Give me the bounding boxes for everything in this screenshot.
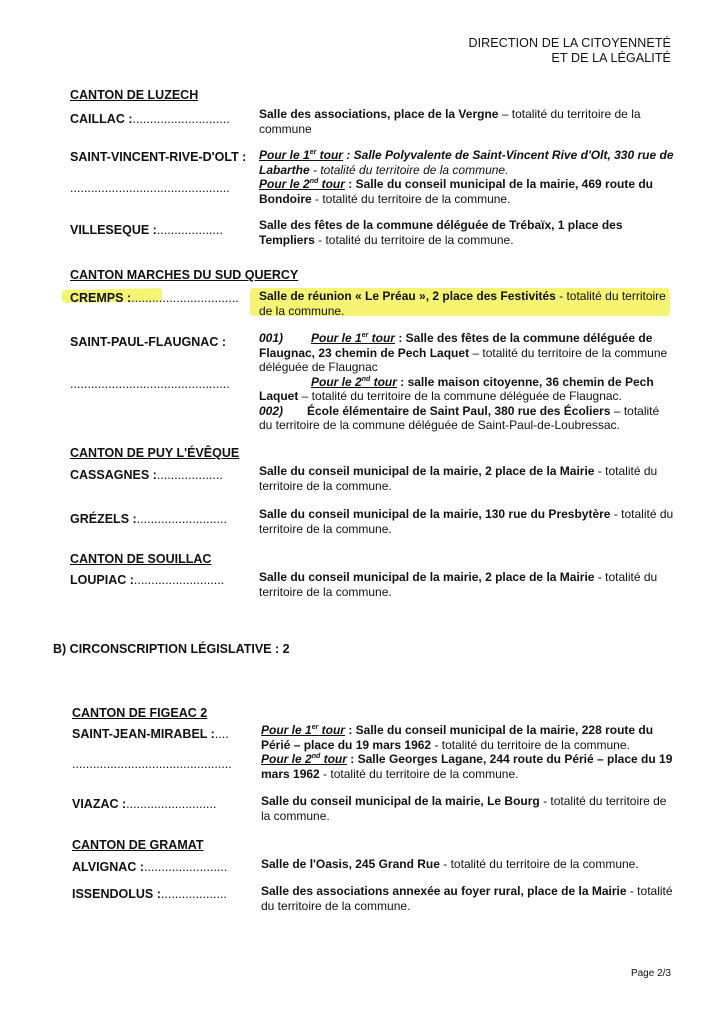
scope-text: - totalité du territoire de la commune. <box>309 162 509 177</box>
tour-label: Pour le 2nd tour <box>311 374 397 389</box>
page-number: Page 2/3 <box>630 968 671 979</box>
leader-dots: ................... <box>156 223 223 237</box>
scope-text: - totalité du territoire de la commune. <box>259 570 658 599</box>
desc-saint-jean-mirabel <box>261 723 676 781</box>
leader-dots: .......................... <box>133 573 225 587</box>
commune-name: ALVIGNAC : <box>72 860 144 874</box>
scope-text: - totalité du territoire de la commune. <box>319 766 519 781</box>
venue-text: : Salle Polyvalente de Saint-Vincent Rive d'Olt, 330 rue de Labarthe <box>259 148 674 177</box>
commune-cremps <box>70 291 239 305</box>
leader-dots: ............................ <box>132 112 230 126</box>
scope-text: - totalité du territoire de la commune. <box>261 794 667 823</box>
leader-dots: .............................................. <box>72 757 232 771</box>
scope-text: - totalité du territoire de la commune. <box>259 507 674 536</box>
leader-dots: ................... <box>160 887 227 901</box>
scope-text: - totalité du territoire de la commune. <box>259 289 666 318</box>
office-001-tour-2 <box>259 375 674 404</box>
scope-text: - totalité du territoire de la commune. <box>314 232 514 247</box>
commune-loupiac <box>70 573 224 587</box>
venue-text: : Salle des fêtes de la commune déléguée de Flaugnac, 23 chemin de Pech Laquet <box>259 331 653 360</box>
scope-text: - totalité du territoire de la commune. <box>439 857 639 871</box>
section-heading-circonscription-2: B) CIRCONSCRIPTION LÉGISLATIVE : 2 <box>53 642 290 656</box>
canton-heading-puy-l-eveque: CANTON DE PUY L'ÉVÊQUE <box>70 446 240 460</box>
desc-alvignac <box>261 857 676 872</box>
commune-name: GRÉZELS : <box>70 512 137 526</box>
commune-issendolus <box>72 887 227 901</box>
office-number: 002) <box>259 403 284 418</box>
leader-dots: .......................... <box>126 797 217 811</box>
commune-saint-paul-flaugnac: SAINT-PAUL-FLAUGNAC : <box>70 335 226 349</box>
canton-heading-gramat: CANTON DE GRAMAT <box>72 838 204 852</box>
office-002 <box>259 404 674 433</box>
tour-label: Pour le 1er tour <box>259 148 343 162</box>
desc-issendolus <box>261 884 676 913</box>
commune-grezels <box>70 512 227 526</box>
commune-villeseque <box>70 223 223 237</box>
venue-text: Salle du conseil municipal de la mairie, Le Bourg <box>261 794 540 808</box>
tour-label: Pour le 1er tour <box>311 331 395 345</box>
commune-name: ISSENDOLUS : <box>72 887 161 901</box>
commune-name: CREMPS : <box>70 291 132 305</box>
venue-text: Salle des associations, place de la Vergne <box>259 107 499 121</box>
leader-dots: .......................... <box>136 512 227 526</box>
desc-saint-vincent-rive-d-olt <box>259 148 674 206</box>
scope-text: – totalité du territoire de la commune déléguée de Saint-Paul-de-Loubressac. <box>259 403 660 432</box>
venue-text: Salle des fêtes de la commune déléguée de Trébaïx, 1 place des Templiers <box>259 218 623 247</box>
commune-saint-vincent-rive-d-olt: SAINT-VINCENT-RIVE-D'OLT : <box>70 150 247 164</box>
desc-grezels <box>259 507 674 536</box>
venue-text: : Salle Georges Lagane, 244 route du Périé – place du 19 mars 1962 <box>261 752 673 781</box>
leader-dots: ............................... <box>131 291 239 305</box>
office-number: 001) <box>259 331 284 345</box>
desc-cremps <box>259 289 674 318</box>
scope-text: - totalité du territoire de la commune. <box>261 884 673 913</box>
tour-2-entry <box>261 752 676 781</box>
venue-text: École élémentaire de Saint Paul, 380 rue des Écoliers <box>307 403 611 418</box>
tour-label: Pour le 2nd tour <box>261 752 347 766</box>
leader-dots: .... <box>214 727 229 741</box>
leader-dots: .............................................. <box>70 377 230 391</box>
tour-2-entry <box>259 177 674 206</box>
commune-viazac <box>72 797 216 811</box>
venue-text: Salle du conseil municipal de la mairie, 2 place de la Mairie <box>259 464 595 478</box>
header-line-2: ET DE LA LÉGALITÉ <box>551 51 671 65</box>
document-header <box>468 36 671 66</box>
desc-loupiac <box>259 570 674 599</box>
venue-text: : salle maison citoyenne, 36 chemin de Pech Laquet <box>259 374 654 403</box>
venue-text: Salle de réunion « Le Préau », 2 place des Festivités <box>259 289 556 303</box>
leader-dots: ........................ <box>144 860 228 874</box>
venue-text: Salle de l'Oasis, 245 Grand Rue <box>261 857 440 871</box>
commune-name: SAINT-JEAN-MIRABEL : <box>72 727 215 741</box>
venue-text: Salle du conseil municipal de la mairie, 2 place de la Mairie <box>259 570 595 584</box>
commune-alvignac <box>72 860 227 874</box>
tour-1-entry <box>259 148 674 177</box>
commune-name: VIAZAC : <box>72 797 127 811</box>
canton-heading-luzech: CANTON DE LUZECH <box>70 88 199 102</box>
tour-1-entry <box>261 723 676 752</box>
scope-text: – totalité du territoire de la commune <box>259 107 641 136</box>
venue-text: Salle des associations annexée au foyer rural, place de la Mairie <box>261 884 627 898</box>
desc-cassagnes <box>259 464 674 493</box>
header-line-1: DIRECTION DE LA CITOYENNETÉ <box>468 36 671 50</box>
venue-text: Salle du conseil municipal de la mairie, 130 rue du Presbytère <box>259 507 611 521</box>
commune-name: CAILLAC : <box>70 112 133 126</box>
desc-caillac <box>259 107 674 136</box>
commune-cassagnes <box>70 468 223 482</box>
scope-text: – totalité du territoire de la commune déléguée de Flaugnac. <box>298 389 622 403</box>
office-001-tour-1 <box>259 331 674 375</box>
commune-name: VILLESEQUE : <box>70 223 157 237</box>
tour-label: Pour le 1er tour <box>261 723 345 737</box>
venue-text: : Salle du conseil municipal de la mairie, 469 route du Bondoire <box>259 177 654 206</box>
commune-caillac <box>70 112 230 126</box>
venue-text: : Salle du conseil municipal de la mairie, 228 route du Périé – place du 19 mars 1962 <box>261 723 654 752</box>
leader-dots: .............................................. <box>70 181 230 195</box>
commune-name: LOUPIAC : <box>70 573 134 587</box>
scope-text: - totalité du territoire de la commune. <box>259 464 658 493</box>
commune-name: CASSAGNES : <box>70 468 157 482</box>
scope-text: – totalité du territoire de la commune déléguée de Flaugnac <box>259 345 668 374</box>
tour-label: Pour le 2nd tour <box>259 177 345 191</box>
desc-viazac <box>261 794 676 823</box>
leader-dots: ................... <box>156 468 223 482</box>
canton-heading-figeac-2: CANTON DE FIGEAC 2 <box>72 706 208 720</box>
desc-saint-paul-flaugnac <box>259 331 674 433</box>
commune-saint-jean-mirabel <box>72 727 229 741</box>
scope-text: - totalité du territoire de la commune. <box>311 191 511 206</box>
desc-villeseque <box>259 218 674 247</box>
scope-text: - totalité du territoire de la commune. <box>431 737 630 752</box>
canton-heading-souillac: CANTON DE SOUILLAC <box>70 552 212 566</box>
canton-heading-marches-du-sud-quercy: CANTON MARCHES DU SUD QUERCY <box>70 268 299 282</box>
